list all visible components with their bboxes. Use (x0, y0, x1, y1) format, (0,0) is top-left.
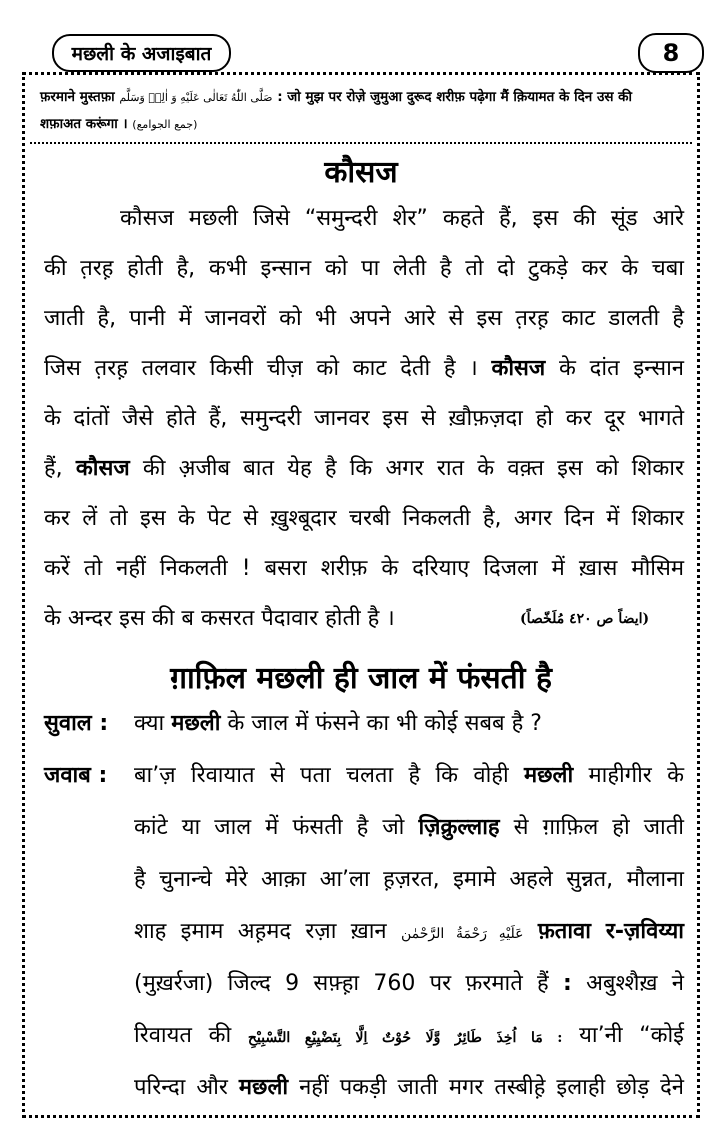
paragraph-line: के अन्दर इस की ब कसरत पैदावार होती है । (44, 606, 395, 631)
bold-term: कौसज (491, 356, 546, 381)
paragraph-line (44, 353, 684, 385)
section-heading-kausaj: कौसज (324, 155, 398, 190)
line-text: के जाल में फंसने का भी कोई सबब है ? (227, 711, 542, 736)
paragraph-line: करें तो नहीं निकलती ! बसरा शरीफ़ के दरियाए दिजला में ख़ास मौसिम (44, 556, 684, 581)
page-number: 8 (638, 33, 704, 73)
line-text: नहीं पकड़ी जाती मगर तस्बीह़े इलाही छोड़ देने (288, 1075, 684, 1100)
line-text: या’नी “कोई (562, 1023, 684, 1048)
hadith-text: : जो मुझ पर रोज़े जुमुआ दुरूद शरीफ़ पढ़ेगा मैं क़ियामत के दिन उस की (277, 89, 633, 105)
line-text: क्या (134, 711, 165, 736)
book-title: मछली के अजाइबात (52, 34, 231, 72)
question-text (134, 708, 542, 740)
section-heading-ghafil: ग़ाफ़िल मछली ही जाल में फंसती है (170, 661, 552, 696)
bold-colon: : (563, 971, 572, 996)
bold-term: कौसज (75, 456, 130, 481)
hadith-reference: (جمع الجوامع) (132, 118, 198, 131)
answer-line (134, 864, 684, 896)
line-text: शाह इमाम अह़मद रज़ा ख़ान (134, 919, 401, 944)
arabic-hadith: مَا اُخِذَ طَائِرٌ وَّلَا حُوْتٌ اِلَّا بِتَضْيِيْعِ التَّسْبِيْحِ : (247, 1030, 563, 1046)
question-label: सुवाल : (44, 711, 109, 736)
line-text: अबुश्शैख़ ने (571, 971, 684, 996)
answer-line (134, 968, 684, 1000)
answer-line (134, 916, 684, 950)
line-text: है चुनान्चे मेरे आक़ा आ’ला ह़ज़रत, इमामे अहले सुन्नत, मौलाना (134, 867, 684, 892)
source-reference: (ایضاً ص ٤٢٠ مُلَخّصاً) (520, 611, 650, 627)
line-text: रिवायत की (134, 1023, 248, 1048)
answer-line (134, 760, 684, 792)
arabic-blessing: صَلَّى اللّٰهُ تَعَالٰى عَلَيْهِ وَ اٰلِهٖ وَسَلَّم (119, 91, 273, 104)
paragraph-line: जाती है, पानी में जानवरों को भी अपने आरे से इस त़रह़ काट डालती है (44, 306, 684, 331)
line-text: (मुख़र्रजा) जिल्द 9 सफ़्ह़ा 760 पर फ़रमाते हैं (134, 971, 564, 996)
line-text: कांटे या जाल में फंसती है जो (134, 815, 419, 840)
arabic-honorific: عَلَيْهِ رَحْمَةُ الرَّحْمٰن (400, 926, 524, 942)
answer-line (134, 1020, 684, 1054)
line-text: बा’ज़ रिवायात से पता चलता है कि वोही (134, 763, 524, 788)
line-text: से ग़ाफ़िल हो जाती (499, 815, 684, 840)
paragraph-line: कौसज मछली जिसे “समुन्दरी शेर” कहते हैं, इस की सूंड आरे (120, 206, 684, 231)
paragraph-line (44, 453, 684, 485)
answer-label: जवाब : (44, 763, 108, 788)
bold-term: ज़िक्रुल्लाह (418, 815, 500, 840)
line-text: परिन्दा और (134, 1075, 239, 1100)
line-text: की अ़जीब बात येह है कि अगर रात के वक़्त इस को शिकार (142, 456, 684, 481)
hadith-text-2: शफ़ाअत करूंगा । (40, 116, 128, 132)
bold-term: फ़तावा र-ज़विय्या (537, 919, 684, 944)
line-text: हैं, (44, 456, 63, 481)
paragraph-line: कर लें तो इस के पेट से ख़ुश्बूदार चरबी निकलती है, अगर दिन में शिकार (44, 506, 684, 531)
bold-term: मछली (171, 711, 221, 736)
hadith-banner (30, 80, 692, 144)
paragraph-line: की त़रह़ होती है, कभी इन्सान को पा लेती है तो दो टुकड़े कर के चबा (44, 256, 684, 281)
line-text: माहीगीर के (573, 763, 684, 788)
answer-line (134, 1072, 684, 1104)
paragraph-line: के दांतों जैसे होते हैं, समुन्दरी जानवर इस से ख़ौफ़ज़दा हो कर दूर भागते (44, 406, 684, 431)
answer-line (134, 812, 684, 844)
bold-term: मछली (523, 763, 574, 788)
line-text (524, 919, 538, 944)
hadith-label: फ़रमाने मुस्तफ़ा (40, 89, 115, 105)
line-text: जिस त़रह़ तलवार किसी चीज़ को काट देती है । (44, 356, 478, 381)
line-text: के दांत इन्सान (559, 356, 685, 381)
bold-term: मछली (238, 1075, 289, 1100)
